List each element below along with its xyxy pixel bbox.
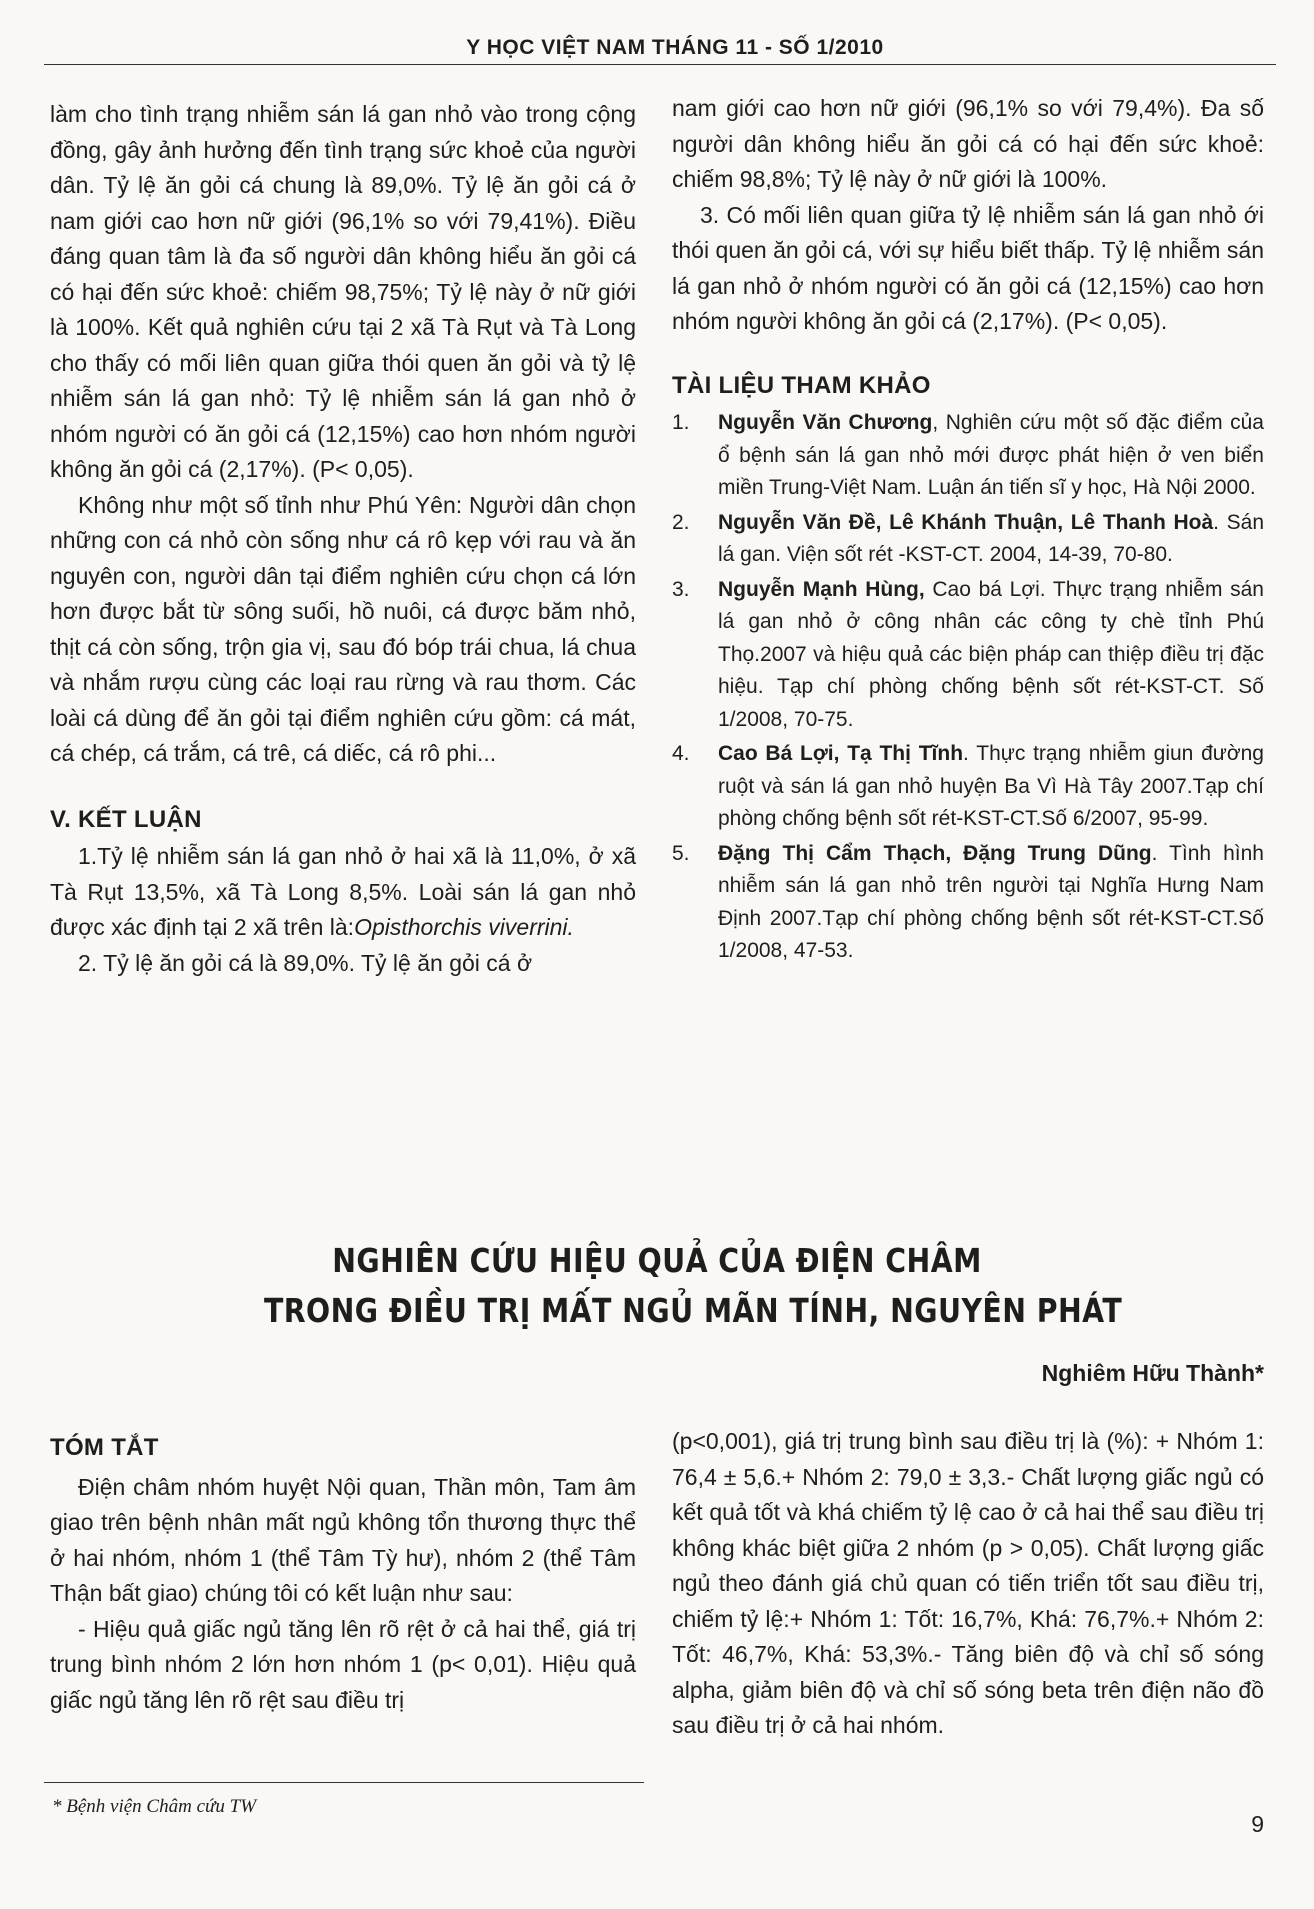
- reference-number: 2.: [672, 510, 690, 534]
- species-name: Opisthorchis viverrini.: [354, 914, 574, 940]
- page-number: 9: [1251, 1811, 1264, 1837]
- body-paragraph: nam giới cao hơn nữ giới (96,1% so với 79,4%). Đa số người dân không hiểu ăn gỏi cá có hại đến sức khoẻ: chiếm 98,8%; Tỷ lệ này ở nữ giới là 100%.: [672, 95, 1264, 192]
- reference-item: [672, 738, 1264, 836]
- reference-authors: Đặng Thị Cẩm Thạch, Đặng Trung Dũng: [718, 841, 1152, 865]
- conclusion-item-3: 3. Có mối liên quan giữa tỷ lệ nhiễm sán lá gan nhỏ ới thói quen ăn gỏi cá, với sự hiểu biết thấp. Tỷ lệ nhiễm sán lá gan nhỏ ở nhóm người có ăn gỏi cá (12,15%) cao hơn nhóm người không ăn gỏi cá (2,17%). (P< 0,05).: [672, 201, 1264, 334]
- right-column-top: [672, 91, 1264, 970]
- reference-text: Cao bá Lợi. Thực trạng nhiễm sán lá gan nhỏ ở công nhân các công ty chè tỉnh Phú Thọ.2007 và hiệu quả các biện pháp can thiệp điều trị đặc hiệu. Tạp chí phòng chống bệnh sốt rét-KST-CT. Số 1/2008, 70-75.: [718, 577, 1264, 731]
- conclusion-item-2: 2. Tỷ lệ ăn gỏi cá là 89,0%. Tỷ lệ ăn gỏi cá ở: [78, 949, 533, 976]
- summary-paragraph: - Hiệu quả giấc ngủ tăng lên rõ rệt ở cả hai thể, giá trị trung bình nhóm 2 lớn hơn nhóm 1 (p< 0,01). Hiệu quả giấc ngủ tăng lên rõ rệt sau điều trị: [50, 1615, 636, 1713]
- reference-text: . Tình hình nhiễm sán lá gan nhỏ trên người tại Nghĩa Hưng Nam Định 2007.Tạp chí phòng chống bệnh sốt rét-KST-CT.Số 1/2008, 47-53.: [718, 841, 1264, 962]
- reference-item: [672, 407, 1264, 505]
- conclusion-text: 1.Tỷ lệ nhiễm sán lá gan nhỏ ở hai xã là 11,0%, ở xã Tà Rụt 13,5%, xã Tà Long 8,5%. Loài sán lá gan nhỏ được xác định tại 2 xã trên là:: [50, 843, 636, 940]
- article-author: Nghiêm Hữu Thành*: [1041, 1360, 1264, 1386]
- reference-number: 4.: [672, 742, 690, 765]
- summary-heading: TÓM TẮT: [50, 1434, 159, 1461]
- reference-text: . Sán lá gan. Viện sốt rét -KST-CT. 2004, 14-39, 70-80.: [718, 510, 1264, 566]
- conclusion-item-1: [50, 839, 636, 946]
- reference-number: 3.: [672, 577, 690, 601]
- article-title-line-2: TRONG ĐIỀU TRỊ MẤT NGỦ MÃN TÍNH, NGUYÊN PHÁT: [263, 1291, 1123, 1330]
- header-rule: [44, 64, 1276, 65]
- summary-paragraph: (p<0,001), giá trị trung bình sau điều trị là (%): + Nhóm 1: 76,4 ± 5,6.+ Nhóm 2: 79,0 ± 3,3.- Chất lượng giấc ngủ có kết quả tốt và khá chiếm tỷ lệ cao ở cả hai thể sau điều trị không khác biệt giữa 2 nhóm (p > 0,05). Chất lượng giấc ngủ theo đánh giá chủ quan có tiến triển tốt sau điều trị, chiếm tỷ lệ:+ Nhóm 1: Tốt: 16,7%, Khá: 76,7%.+ Nhóm 2: Tốt: 46,7%, Khá: 53,3%.- Tăng biên độ và chỉ số sóng alpha, giảm biên độ và chỉ số sóng beta trên điện não đồ sau điều trị ở cả hai nhóm.: [672, 1428, 1264, 1738]
- reference-authors: Nguyễn Mạnh Hùng,: [718, 577, 925, 601]
- left-column-top: [50, 97, 636, 981]
- footnote: * Bệnh viện Châm cứu TW: [52, 1796, 257, 1817]
- reference-number: 5.: [672, 841, 690, 865]
- reference-authors: Nguyễn Văn Chương: [718, 411, 933, 434]
- footnote-rule: [44, 1782, 644, 1783]
- summary-paragraph: Điện châm nhóm huyệt Nội quan, Thần môn, Tam âm giao trên bệnh nhân mất ngủ không tổn thương thực thể ở hai nhóm, nhóm 1 (thể Tâm Tỳ hư), nhóm 2 (thể Tâm Thận bất giao) chúng tôi có kết luận như sau:: [50, 1473, 636, 1606]
- reference-number: 1.: [672, 411, 690, 434]
- right-column-bottom: [672, 1424, 1264, 1744]
- reference-text: , Nghiên cứu một số đặc điểm của ổ bệnh sán lá gan nhỏ mới được phát hiện ở ven biển miền Trung-Việt Nam. Luận án tiến sĩ y học, Hà Nội 2000.: [718, 411, 1264, 499]
- article-title-line-1: NGHIÊN CỨU HIỆU QUẢ CỦA ĐIỆN CHÂM: [332, 1241, 982, 1280]
- reference-authors: Nguyễn Văn Đề, Lê Khánh Thuận, Lê Thanh Hoà: [718, 510, 1214, 534]
- section-heading-conclusion: V. KẾT LUẬN: [50, 805, 202, 833]
- reference-item: [672, 838, 1264, 968]
- body-paragraph: làm cho tình trạng nhiễm sán lá gan nhỏ vào trong cộng đồng, gây ảnh hưởng đến tình trạng sức khoẻ của người dân. Tỷ lệ ăn gỏi cá chung là 89,0%. Tỷ lệ ăn gỏi cá ở nam giới cao hơn nữ giới (96,1% so với 79,41%). Điều đáng quan tâm là đa số người dân không hiểu ăn gỏi cá có hại đến sức khoẻ: chiếm 98,75%; Tỷ lệ này ở nữ giới là 100%. Kết quả nghiên cứu tại 2 xã Tà Rụt và Tà Long cho thấy có mối liên quan giữa thói quen ăn gỏi và tỷ lệ nhiễm sán lá gan nhỏ: Tỷ lệ nhiễm sán lá gan nhỏ ở nhóm người có ăn gỏi cá (12,15%) cao hơn nhóm người không ăn gỏi cá (2,17%). (P< 0,05).: [50, 101, 636, 482]
- reference-list: [672, 407, 1264, 968]
- article-title: [263, 1236, 1123, 1336]
- references-heading: TÀI LIỆU THAM KHẢO: [672, 371, 931, 399]
- reference-item: [672, 507, 1264, 572]
- reference-authors: Cao Bá Lợi, Tạ Thị Tĩnh: [718, 742, 964, 765]
- reference-text: . Thực trạng nhiễm giun đường ruột và sán lá gan nhỏ huyện Ba Vì Hà Tây 2007.Tạp chí phòng chống bệnh sốt rét-KST-CT.Số 6/2007, 95-99.: [718, 742, 1264, 830]
- reference-item: [672, 574, 1264, 737]
- body-paragraph: Không như một số tỉnh như Phú Yên: Người dân chọn những con cá nhỏ còn sống như cá rô kẹp với rau và ăn nguyên con, người dân tại điểm nghiên cứu chọn cá lớn hơn được bắt từ sông suối, hồ nuôi, cá được băm nhỏ, thịt cá còn sống, trộn gia vị, sau đó bóp trái chua, lá chua và nhắm rượu cùng các loại rau rừng và rau thơm. Các loài cá dùng để ăn gỏi tại điểm nghiên cứu gồm: cá mát, cá chép, cá trắm, cá trê, cá diếc, cá rô phi...: [50, 491, 636, 766]
- running-head: Y HỌC VIỆT NAM THÁNG 11 - SỐ 1/2010: [466, 36, 884, 59]
- left-column-bottom: [50, 1430, 636, 1718]
